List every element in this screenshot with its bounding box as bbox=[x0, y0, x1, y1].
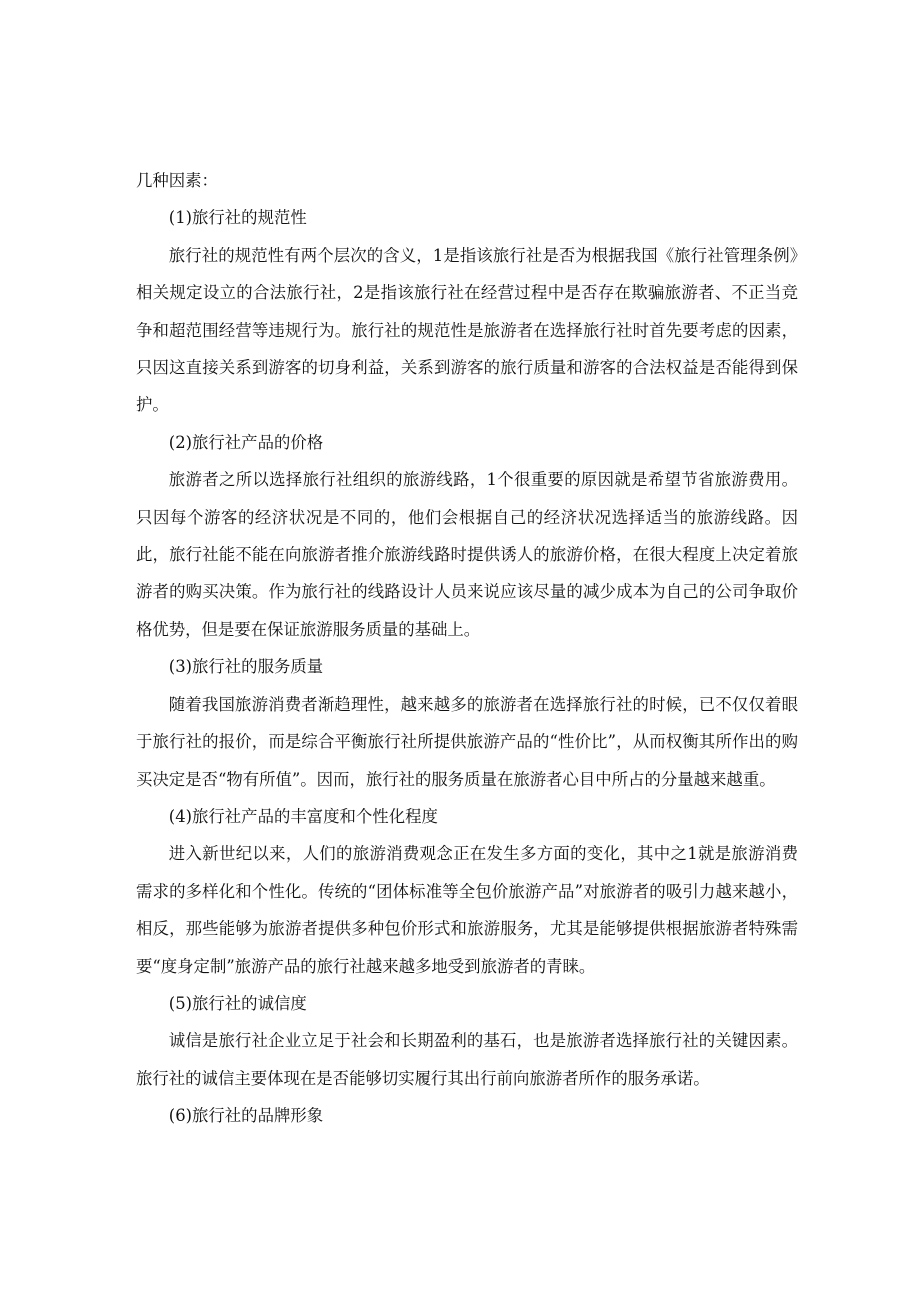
section-heading-2: (2)旅行社产品的价格 bbox=[168, 432, 324, 452]
section-body-1: 旅行社的规范性有两个层次的含义，1是指该旅行社是否为根据我国《旅行社管理条例》相关规定设立的合法旅行社，2是指该旅行社在经营过程中是否存在欺骗旅游者、不正当竞争和超范围经营等违规行为。旅行社的规范性是旅游者在选择旅行社时首先要考虑的因素，只因这直接关系到游客的切身利益，关系到游客的旅行质量和游客的合法权益是否能得到保护。 bbox=[136, 245, 798, 415]
section-body-3: 随着我国旅游消费者渐趋理性，越来越多的旅游者在选择旅行社的时候，已不仅仅着眼于旅行社的报价，而是综合平衡旅行社所提供旅游产品的“性价比”，从而权衡其所作出的购买决定是否“物有所值”。因而，旅行社的服务质量在旅游者心目中所占的分量越来越重。 bbox=[136, 694, 798, 789]
section-heading-1: (1)旅行社的规范性 bbox=[168, 208, 307, 228]
section-heading-4: (4)旅行社产品的丰富度和个性化程度 bbox=[168, 806, 438, 826]
intro-text: 几种因素： bbox=[136, 171, 218, 190]
section-heading-5: (5)旅行社的诚信度 bbox=[168, 993, 307, 1013]
section-body-2: 旅游者之所以选择旅行社组织的旅游线路，1个很重要的原因就是希望节省旅游费用。只因每个游客的经济状况是不同的，他们会根据自己的经济状况选择适当的旅游线路。因此，旅行社能不能在向旅游者推介旅游线路时提供诱人的旅游价格，在很大程度上决定着旅游者的购买决策。作为旅行社的线路设计人员来说应该尽量的减少成本为自己的公司争取价格优势，但是要在保证旅游服务质量的基础上。 bbox=[136, 470, 798, 639]
section-body-5: 诚信是旅行社企业立足于社会和长期盈利的基石，也是旅游者选择旅行社的关键因素。旅行社的诚信主要体现在是否能够切实履行其出行前向旅游者所作的服务承诺。 bbox=[136, 1031, 798, 1088]
document-body bbox=[136, 162, 798, 1135]
section-heading-3: (3)旅行社的服务质量 bbox=[168, 657, 324, 677]
section-body-4: 进入新世纪以来，人们的旅游消费观念正在发生多方面的变化，其中之1就是旅游消费需求的多样化和个性化。传统的“团体标准等全包价旅游产品”对旅游者的吸引力越来越小，相反，那些能够为旅游者提供多种包价形式和旅游服务，尤其是能够提供根据旅游者特殊需要“度身定制”旅游产品的旅行社越来越多地受到旅游者的青睐。 bbox=[136, 844, 798, 976]
section-heading-6: (6)旅行社的品牌形象 bbox=[168, 1106, 324, 1126]
